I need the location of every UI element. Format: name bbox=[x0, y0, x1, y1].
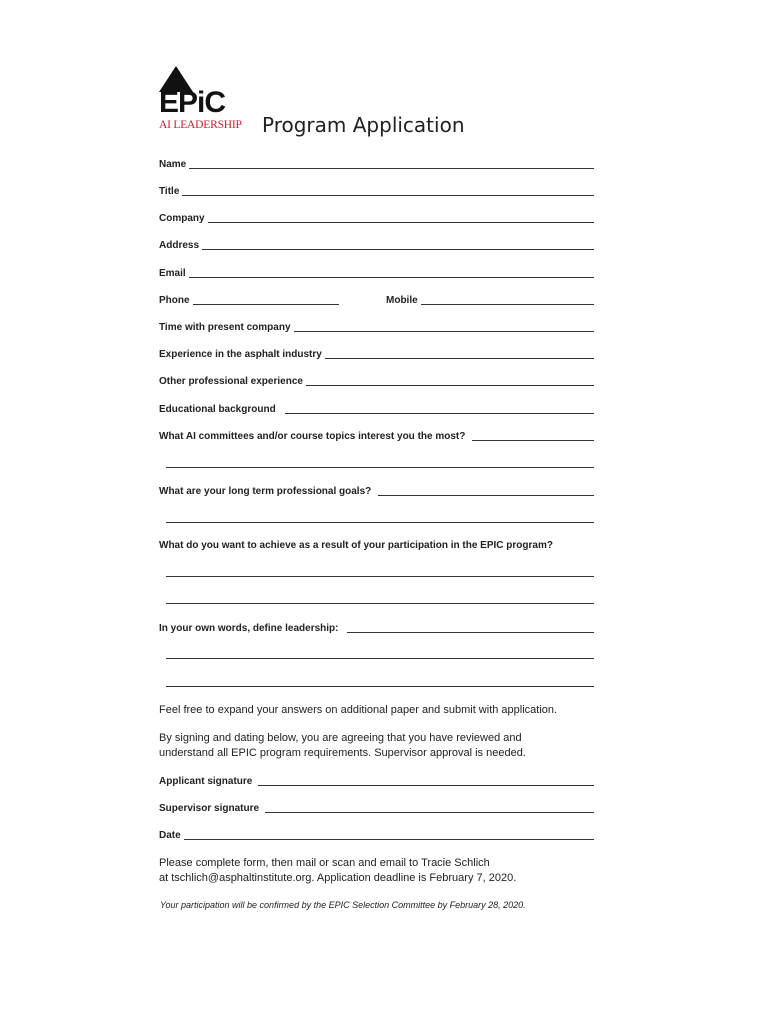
email-line[interactable] bbox=[189, 276, 594, 278]
submission-instructions-line-1: Please complete form, then mail or scan and email to Tracie Schlich bbox=[159, 857, 490, 869]
goals-question[interactable] bbox=[159, 482, 594, 498]
address-line[interactable] bbox=[202, 248, 594, 250]
leadership-answer-line-1[interactable] bbox=[166, 657, 594, 659]
confirmation-note: Your participation will be confirmed by the EPIC Selection Committee by February 28, 2020. bbox=[160, 900, 526, 910]
leadership-answer-line-2[interactable] bbox=[166, 685, 594, 687]
logo-subtitle: AI LEADERSHIP bbox=[159, 119, 242, 131]
name-label: Name bbox=[159, 159, 187, 170]
company-field[interactable] bbox=[159, 209, 594, 225]
agreement-line-1: By signing and dating below, you are agreeing that you have reviewed and bbox=[159, 732, 522, 744]
asphalt-experience-line[interactable] bbox=[325, 357, 594, 359]
submission-instructions-line-2: at tschlich@asphaltinstitute.org. Application deadline is February 7, 2020. bbox=[159, 872, 517, 884]
time-with-company-line[interactable] bbox=[294, 330, 594, 332]
company-label: Company bbox=[159, 213, 205, 224]
name-field[interactable] bbox=[159, 155, 594, 171]
applicant-signature-label: Applicant signature bbox=[159, 776, 253, 787]
achieve-answer-line-1[interactable] bbox=[166, 575, 594, 577]
other-experience-line[interactable] bbox=[306, 384, 594, 386]
agreement-line-2: understand all EPIC program requirements. Supervisor approval is needed. bbox=[159, 747, 526, 759]
supervisor-signature-line[interactable] bbox=[265, 811, 594, 813]
asphalt-experience-label: Experience in the asphalt industry bbox=[159, 349, 322, 360]
education-field[interactable] bbox=[159, 400, 594, 416]
mobile-label: Mobile bbox=[386, 295, 418, 306]
education-label: Educational background bbox=[159, 404, 276, 415]
page-title: Program Application bbox=[262, 113, 465, 137]
education-line[interactable] bbox=[285, 412, 594, 414]
other-experience-label: Other professional experience bbox=[159, 376, 303, 387]
committees-line[interactable] bbox=[472, 439, 594, 441]
epic-logo bbox=[159, 66, 255, 132]
phone-line[interactable] bbox=[193, 303, 339, 305]
leadership-question-label: In your own words, define leadership: bbox=[159, 623, 339, 634]
email-field[interactable] bbox=[159, 264, 594, 280]
expand-note: Feel free to expand your answers on additional paper and submit with application. bbox=[159, 704, 558, 716]
applicant-signature-field[interactable] bbox=[159, 772, 594, 788]
achieve-answer-line-2[interactable] bbox=[166, 602, 594, 604]
goals-line[interactable] bbox=[378, 494, 594, 496]
time-with-company-label: Time with present company bbox=[159, 322, 291, 333]
goals-question-label: What are your long term professional goals? bbox=[159, 486, 372, 497]
time-with-company-field[interactable] bbox=[159, 318, 594, 334]
date-label: Date bbox=[159, 830, 181, 841]
title-line[interactable] bbox=[182, 194, 594, 196]
supervisor-signature-label: Supervisor signature bbox=[159, 803, 260, 814]
achieve-question-label: What do you want to achieve as a result of your participation in the EPIC program? bbox=[159, 540, 553, 551]
mobile-field[interactable] bbox=[386, 291, 594, 307]
mobile-line[interactable] bbox=[421, 303, 594, 305]
title-label: Title bbox=[159, 186, 180, 197]
title-field[interactable] bbox=[159, 182, 594, 198]
committees-answer-line[interactable] bbox=[166, 466, 594, 468]
email-label: Email bbox=[159, 268, 186, 279]
supervisor-signature-field[interactable] bbox=[159, 799, 594, 815]
date-line[interactable] bbox=[184, 838, 594, 840]
phone-label: Phone bbox=[159, 295, 190, 306]
name-line[interactable] bbox=[189, 167, 594, 169]
logo-wordmark: EPiC bbox=[159, 86, 226, 119]
phone-mobile-row bbox=[159, 291, 594, 307]
other-experience-field[interactable] bbox=[159, 372, 594, 388]
leadership-line[interactable] bbox=[347, 631, 594, 633]
date-field[interactable] bbox=[159, 826, 594, 842]
phone-field[interactable] bbox=[159, 291, 339, 307]
address-field[interactable] bbox=[159, 236, 594, 252]
goals-answer-line[interactable] bbox=[166, 521, 594, 523]
address-label: Address bbox=[159, 240, 200, 251]
applicant-signature-line[interactable] bbox=[258, 784, 594, 786]
committees-question-label: What AI committees and/or course topics interest you the most? bbox=[159, 431, 466, 442]
leadership-question[interactable] bbox=[159, 619, 594, 635]
company-line[interactable] bbox=[208, 221, 594, 223]
committees-question[interactable] bbox=[159, 427, 594, 443]
asphalt-experience-field[interactable] bbox=[159, 345, 594, 361]
